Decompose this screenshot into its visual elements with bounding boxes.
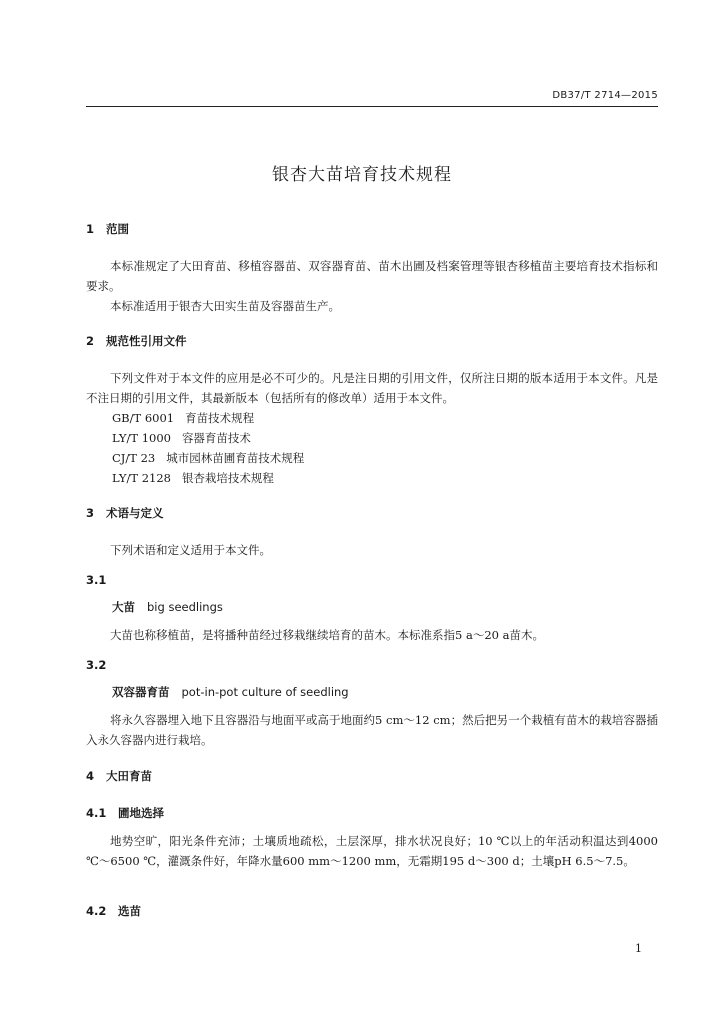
subsection-heading-4-2 bbox=[86, 903, 141, 919]
section-heading-1 bbox=[86, 221, 129, 237]
paragraph: 地势空旷，阳光条件充沛；土壤质地疏松，土层深厚，排水状况良好；10 ℃以上的年活动积温达到4000 ℃～6500 ℃，灌溉条件好，年降水量600 mm～1200 mm，无霜期195 d～300 d；土壤pH 6.5～7.5。 bbox=[86, 834, 658, 868]
term-zh: 双容器育苗 bbox=[112, 685, 170, 699]
reference-name: 容器育苗技术 bbox=[181, 431, 251, 445]
term-heading bbox=[112, 684, 349, 700]
section-title: 范围 bbox=[106, 222, 129, 236]
reference-code: CJ/T 23 bbox=[112, 451, 156, 465]
reference-name: 银杏栽培技术规程 bbox=[181, 471, 274, 485]
term-zh: 大苗 bbox=[112, 600, 135, 614]
document-code: DB37/T 2714—2015 bbox=[552, 90, 658, 101]
subsection-number: 4.1 bbox=[86, 806, 107, 820]
subsection-title: 圃地选择 bbox=[118, 806, 164, 820]
page-number: 1 bbox=[635, 942, 642, 955]
paragraph: 本标准规定了大田育苗、移植容器苗、双容器育苗、苗木出圃及档案管理等银杏移植苗主要培育技术指标和要求。 bbox=[86, 259, 658, 293]
section-number: 1 bbox=[86, 222, 95, 236]
paragraph: 本标准适用于银杏大田实生苗及容器苗生产。 bbox=[110, 299, 340, 313]
section-heading-4 bbox=[86, 768, 152, 784]
term-number: 3.2 bbox=[86, 658, 107, 672]
term-en: pot-in-pot culture of seedling bbox=[181, 685, 349, 699]
reference-code: GB/T 6001 bbox=[112, 411, 175, 425]
document-title: 银杏大苗培育技术规程 bbox=[272, 165, 452, 185]
reference-item bbox=[112, 468, 274, 488]
paragraph: 下列文件对于本文件的应用是必不可少的。凡是注日期的引用文件，仅所注日期的版本适用于本文件。凡是不注日期的引用文件，其最新版本（包括所有的修改单）适用于本文件。 bbox=[86, 371, 658, 405]
section-title: 术语与定义 bbox=[106, 506, 164, 520]
reference-item bbox=[112, 448, 304, 468]
section-heading-3 bbox=[86, 505, 164, 521]
section-title: 大田育苗 bbox=[106, 769, 152, 783]
section-number: 4 bbox=[86, 769, 95, 783]
section-heading-2 bbox=[86, 333, 187, 349]
term-definition: 大苗也称移植苗，是将播种苗经过移栽继续培育的苗木。本标准系指5 a～20 a苗木。 bbox=[110, 628, 544, 642]
paragraph: 下列术语和定义适用于本文件。 bbox=[110, 543, 271, 557]
reference-item bbox=[112, 428, 251, 448]
reference-name: 育苗技术规程 bbox=[185, 411, 255, 425]
term-en: big seedlings bbox=[147, 600, 223, 614]
reference-item bbox=[112, 408, 254, 428]
subsection-heading-4-1 bbox=[86, 805, 164, 821]
term-number: 3.1 bbox=[86, 573, 107, 587]
reference-code: LY/T 1000 bbox=[112, 431, 171, 445]
section-title: 规范性引用文件 bbox=[106, 334, 187, 348]
term-heading bbox=[112, 599, 223, 615]
section-number: 3 bbox=[86, 506, 95, 520]
reference-name: 城市园林苗圃育苗技术规程 bbox=[166, 451, 305, 465]
term-definition: 将永久容器埋入地下且容器沿与地面平或高于地面约5 cm～12 cm；然后把另一个栽植有苗木的栽培容器插入永久容器内进行栽培。 bbox=[86, 713, 658, 747]
subsection-number: 4.2 bbox=[86, 904, 107, 918]
header-rule bbox=[86, 106, 658, 107]
reference-code: LY/T 2128 bbox=[112, 471, 171, 485]
subsection-title: 选苗 bbox=[118, 904, 141, 918]
section-number: 2 bbox=[86, 334, 95, 348]
